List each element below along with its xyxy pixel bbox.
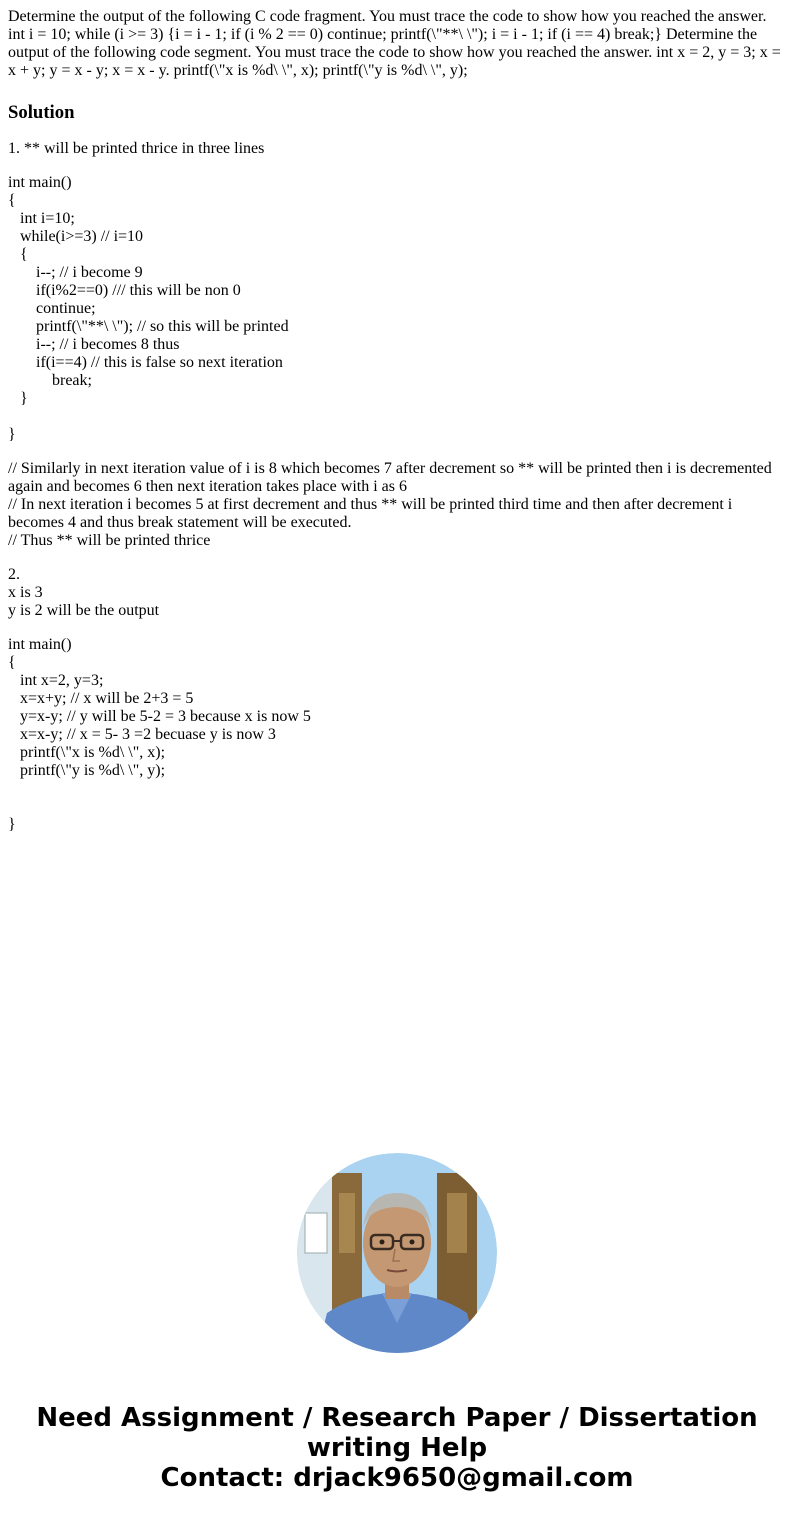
code-line: int x=2, y=3;	[8, 672, 104, 689]
code-line: if(i%2==0) /// this will be non 0	[8, 282, 241, 299]
code-line: }	[8, 426, 16, 443]
answer-line: x is 3	[8, 584, 43, 601]
footer-line-2: writing Help	[306, 1433, 488, 1463]
footer-contact: Contact: drjack9650@gmail.com	[160, 1463, 634, 1493]
code-line: int i=10;	[8, 210, 75, 227]
note-line: // Similarly in next iteration value of i is 8 which becomes 7 after decrement so ** will be printed then i is decremented again and becomes 6 then next iteration takes place with i as 6	[8, 460, 772, 495]
code-line: {	[8, 246, 28, 263]
code-line: x=x+y; // x will be 2+3 = 5	[8, 690, 194, 707]
author-portrait	[297, 1153, 497, 1353]
code-line: printf(\"**\ \"); // so this will be printed	[8, 318, 289, 335]
part2-answer	[8, 566, 786, 620]
code-line: int main()	[8, 636, 72, 653]
part1-answer: 1. ** will be printed thrice in three lines	[8, 140, 265, 157]
answer-line: y is 2 will be the output	[8, 602, 160, 619]
code-line	[8, 780, 786, 798]
answer-line: 2.	[8, 566, 20, 583]
code-line: printf(\"y is %d\ \", y);	[8, 762, 166, 779]
author-avatar	[297, 1153, 497, 1353]
note-line: // In next iteration i becomes 5 at first decrement and thus ** will be printed third time and then after decrement i becomes 4 and thus break statement will be executed.	[8, 496, 733, 531]
code-line: {	[8, 192, 16, 209]
code-line: }	[8, 390, 28, 407]
part1-code	[8, 174, 786, 444]
part2-code	[8, 636, 786, 834]
code-line: i--; // i becomes 8 thus	[8, 336, 180, 353]
code-line: x=x-y; // x = 5- 3 =2 becuase y is now 3	[8, 726, 276, 743]
code-line: if(i==4) // this is false so next iteration	[8, 354, 283, 371]
code-line: i--; // i become 9	[8, 264, 143, 281]
code-line: continue;	[8, 300, 96, 317]
code-line	[8, 408, 786, 426]
question-text: Determine the output of the following C code fragment. You must trace the code to show how you reached the answer. int i = 10; while (i >= 3) {i = i - 1; if (i % 2 == 0) continue; printf(\"**\ \"); i = i - 1; if (i == 4) break;} Determine the output of the following code segment. You must trace the code to show how you reached the answer. int x = 2, y = 3; x = x + y; y = x - y; x = x - y. printf(\"x is %d\ \", x); printf(\"y is %d\ \", y);	[8, 8, 781, 79]
code-line	[8, 798, 786, 816]
code-line: printf(\"x is %d\ \", x);	[8, 744, 166, 761]
note-line: // Thus ** will be printed thrice	[8, 532, 211, 549]
code-line: {	[8, 654, 16, 671]
solution-heading: Solution	[8, 102, 75, 123]
code-line: int main()	[8, 174, 72, 191]
part1-notes	[8, 460, 786, 550]
code-line: break;	[8, 372, 92, 389]
code-line: y=x-y; // y will be 5-2 = 3 because x is now 5	[8, 708, 311, 725]
footer-ad	[0, 1403, 794, 1493]
code-line: while(i>=3) // i=10	[8, 228, 144, 245]
footer-line-1: Need Assignment / Research Paper / Dissertation	[36, 1403, 758, 1433]
code-line: }	[8, 816, 16, 833]
